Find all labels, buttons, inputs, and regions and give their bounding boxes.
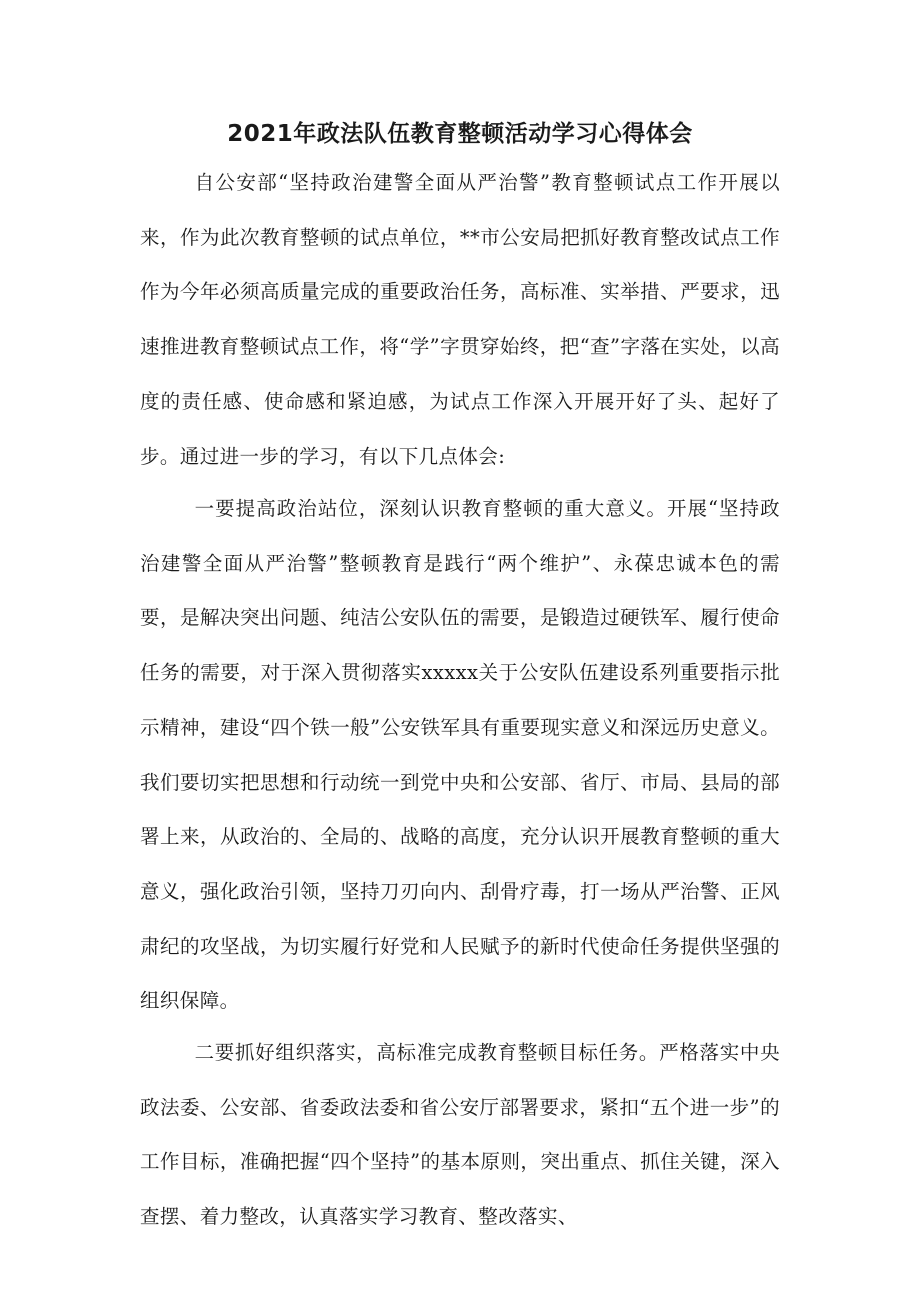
document-title: 2021年政法队伍教育整顿活动学习心得体会 — [227, 121, 693, 147]
paragraph-intro: 自公安部“坚持政治建警全面从严治警”教育整顿试点工作开展以来，作为此次教育整顿的试点单位，**市公安局把抓好教育整改试点工作作为今年必须高质量完成的重要政治任务，高标准、实举措、严要求，迅速推进教育整顿试点工作，将“学”字贯穿始终，把“查”字落在实处，以高度的责任感、使命感和紧迫感，为试点工作深入开展开好了头、起好了步。通过进一步的学习，有以下几点体会: — [140, 171, 780, 468]
paragraph-point-one: 一要提高政治站位，深刻认识教育整顿的重大意义。开展“坚持政治建警全面从严治警”整顿教育是践行“两个维护”、永葆忠诚本色的需要，是解决突出问题、纯洁公安队伍的需要，是锻造过硬铁军、履行使命任务的需要，对于深入贯彻落实xxxxx关于公安队伍建设系列重要指示批示精神，建设“四个铁一般”公安铁军具有重要现实意义和深远历史意义。我们要切实把思想和行动统一到党中央和公安部、省厅、市局、县局的部署上来，从政治的、全局的、战略的高度，充分认识开展教育整顿的重大意义，强化政治引领，坚持刀刃向内、刮骨疗毒，打一场从严治警、正风肃纪的攻坚战，为切实履行好党和人民赋予的新时代使命任务提供坚强的组织保障。 — [140, 497, 780, 1013]
paragraph-point-two: 二要抓好组织落实，高标准完成教育整顿目标任务。严格落实中央政法委、公安部、省委政法委和省公安厅部署要求，紧扣“五个进一步”的工作目标，准确把握“四个坚持”的基本原则，突出重点、抓住关键，深入查摆、着力整改，认真落实学习教育、整改落实、 — [140, 1041, 780, 1229]
